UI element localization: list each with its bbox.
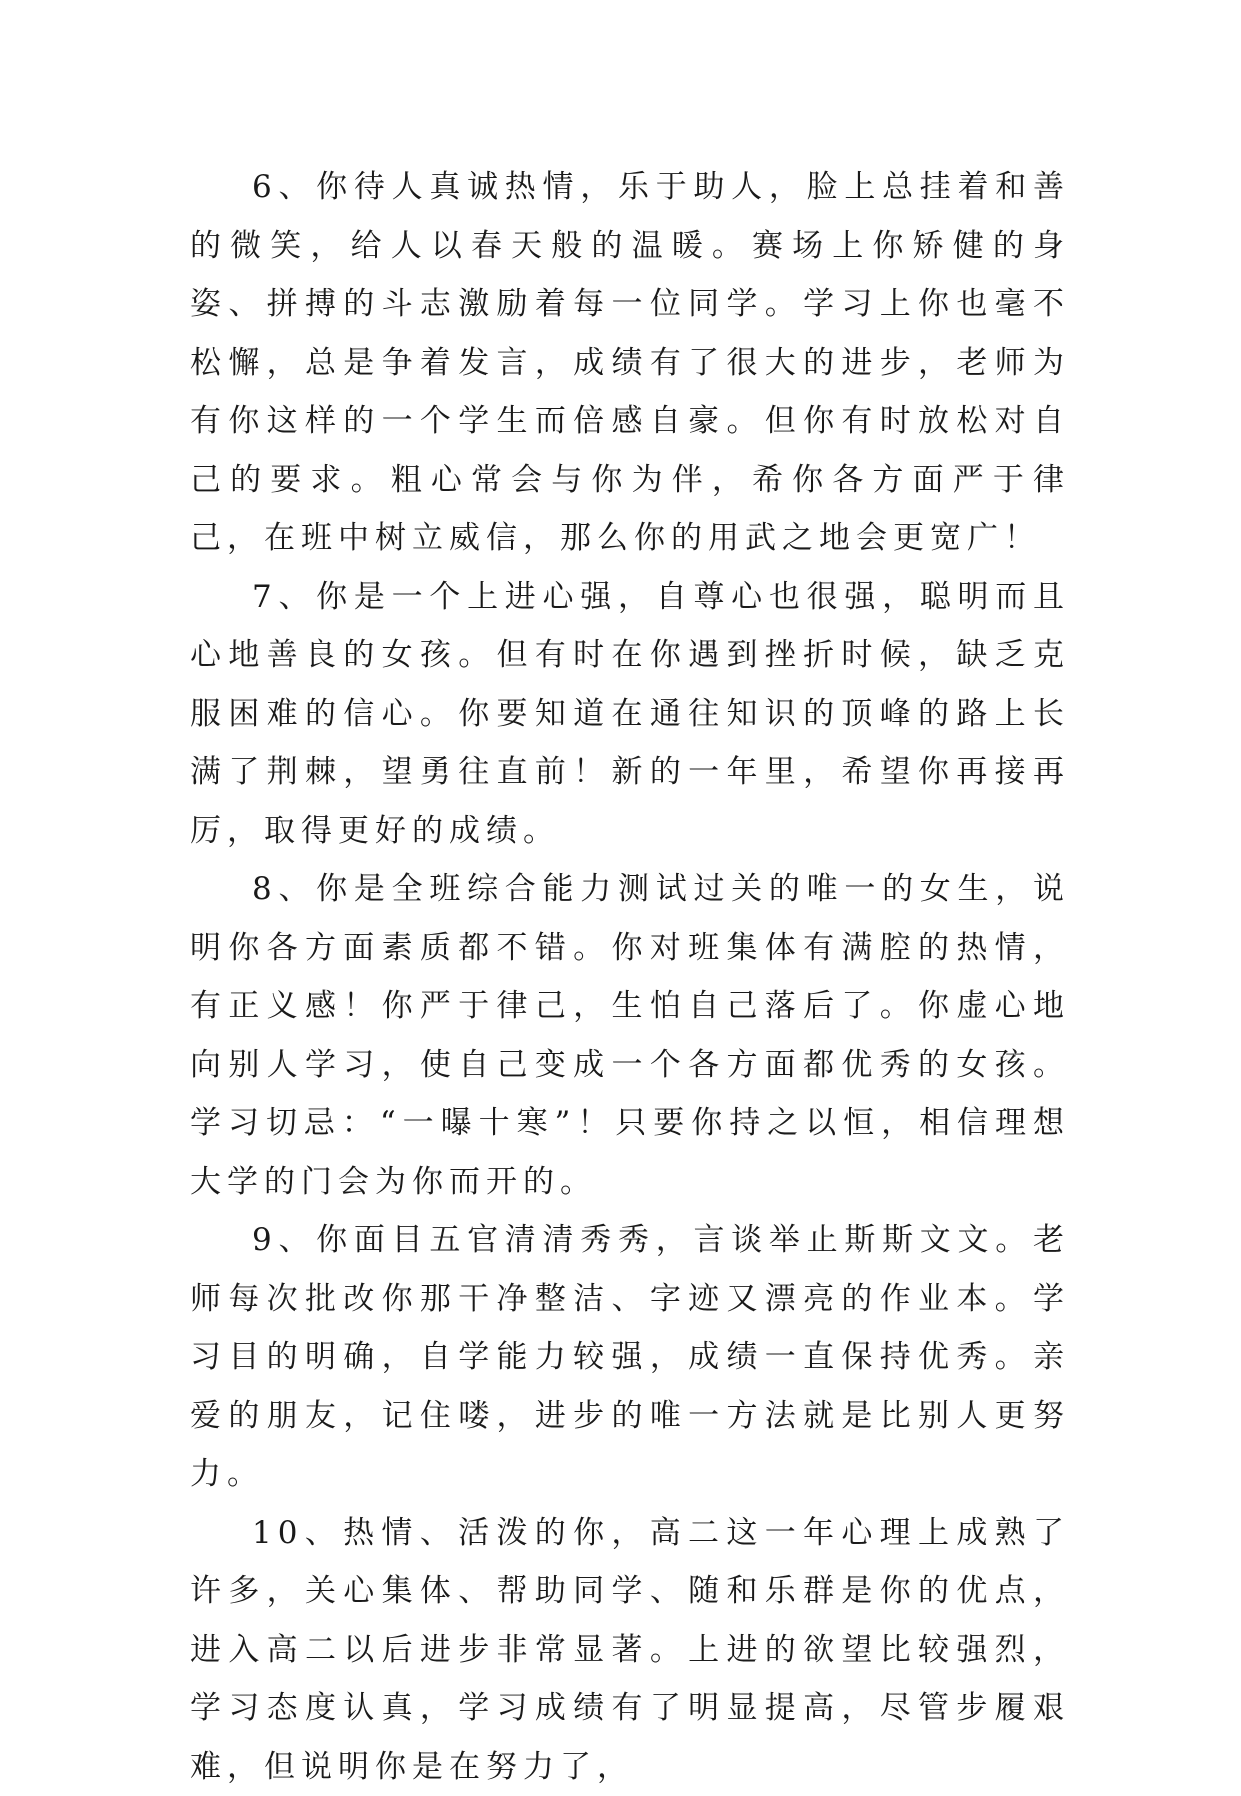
paragraph-comment-10: 10、热情、活泼的你，高二这一年心理上成熟了许多，关心集体、帮助同学、随和乐群是你的优点，进入高二以后进步非常显著。上进的欲望比较强烈，学习态度认真，学习成绩有了明显提高，尽管步履艰难，但说明你是在努力了， bbox=[190, 1504, 1070, 1796]
paragraph-comment-9: 9、你面目五官清清秀秀，言谈举止斯斯文文。老师每次批改你那干净整洁、字迹又漂亮的作业本。学习目的明确，自学能力较强，成绩一直保持优秀。亲爱的朋友，记住喽，进步的唯一方法就是比别人更努力。 bbox=[190, 1211, 1070, 1504]
paragraph-comment-7: 7、你是一个上进心强，自尊心也很强，聪明而且心地善良的女孩。但有时在你遇到挫折时候，缺乏克服困难的信心。你要知道在通往知识的顶峰的路上长满了荆棘，望勇往直前！新的一年里，希望你再接再厉，取得更好的成绩。 bbox=[190, 568, 1070, 861]
paragraph-comment-8: 8、你是全班综合能力测试过关的唯一的女生，说明你各方面素质都不错。你对班集体有满腔的热情，有正义感！你严于律己，生怕自己落后了。你虚心地向别人学习，使自己变成一个各方面都优秀的女孩。学习切忌：“一曝十寒”！只要你持之以恒，相信理想大学的门会为你而开的。 bbox=[190, 860, 1070, 1211]
paragraph-comment-6: 6、你待人真诚热情，乐于助人，脸上总挂着和善的微笑，给人以春天般的温暖。赛场上你矫健的身姿、拼搏的斗志激励着每一位同学。学习上你也毫不松懈，总是争着发言，成绩有了很大的进步，老师为有你这样的一个学生而倍感自豪。但你有时放松对自己的要求。粗心常会与你为伴，希你各方面严于律己，在班中树立威信，那么你的用武之地会更宽广！ bbox=[190, 158, 1070, 568]
document-body bbox=[190, 158, 1070, 1796]
